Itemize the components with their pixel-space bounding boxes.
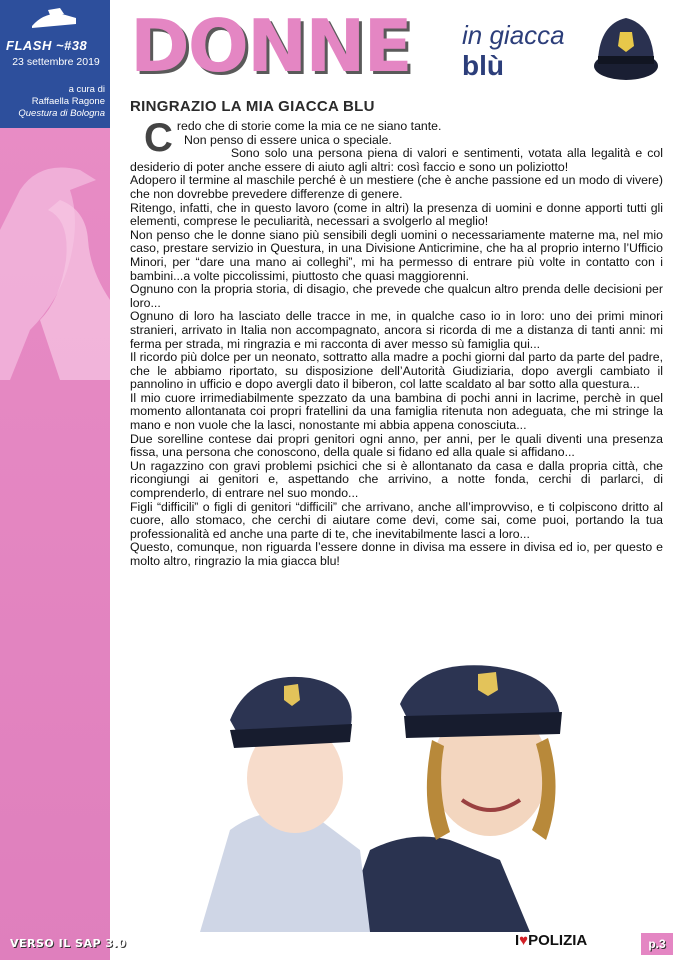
- article-title: RINGRAZIO LA MIA GIACCA BLU: [130, 98, 375, 115]
- brand-prefix: I: [515, 932, 520, 949]
- curated-by: [18, 84, 105, 120]
- curated-label: a cura di: [68, 84, 105, 95]
- article-paragraph: Due sorelline contese dai propri genitori ogni anno, per anni, per le quali diventi una presenza fissa, una persona che conoscono, della quale si fidano ed alla quale si affidano...: [130, 431, 663, 460]
- drop-cap: C: [144, 116, 173, 160]
- article-paragraph: redo che di storie come la mia ce ne siano tante.: [176, 119, 442, 133]
- flash-header-box: [0, 0, 110, 128]
- article-paragraph: Adopero il termine al maschile perché è un mestiere (che è anche passione ed un modo di vivere) che non dovrebbe prevedere differenze di genere.: [130, 173, 663, 201]
- magazine-subtitle: in giacca: [462, 20, 565, 50]
- article-paragraph: Ritengo, infatti, che in questo lavoro (come in altri) la presenza di uomini e donne apporti tutti gli elementi, comprese le peculiarità, necessari a svolgerlo al meglio!: [130, 200, 663, 229]
- police-car-logo-icon: [30, 6, 80, 32]
- magazine-subtitle-accent: blù: [462, 50, 504, 81]
- footer-sap-label: VERSO IL SAP 3.0: [10, 937, 127, 950]
- article-body: [130, 116, 663, 569]
- brand-name: POLIZIA: [528, 932, 588, 949]
- heart-icon: ♥: [519, 932, 529, 949]
- article-paragraph: Ognuno con la propria storia, di disagio, che prevede che qualcun altro prenda delle decisioni per loro...: [130, 282, 663, 310]
- magazine-title: DONNE: [130, 4, 411, 88]
- flash-issue-title: FLASH ~#38: [6, 38, 88, 53]
- officer-and-child-illustration: [200, 660, 630, 932]
- curated-office: Questura di Bologna: [18, 108, 105, 119]
- article-paragraph: Questo, comunque, non riguarda l’essere donne in divisa ma essere in divisa ed io, per questo e molto altro, ringrazio la mia giacca blu!: [130, 540, 663, 568]
- article-paragraph: Ognuno di loro ha lasciato delle tracce in me, in qualche caso io in loro: uno dei primi minori stranieri, arrivato in Italia non accompagnato, ancora si ricorda di me a distanza di tanti anni: mi ferma per strada, mi ringrazia e mi racconta di aver messo sù famiglia qui...: [130, 309, 663, 351]
- article-paragraph: Un ragazzino con gravi problemi psichici che si è allontanato da casa e dalla propria città, che ricongiungi ai genitori e, aspettando che arrivino, a notte fonda, cerchi di parlarci, di comprenderlo, di entrare nel suo mondo...: [130, 458, 663, 501]
- article-paragraph: Figli “difficili” o figli di genitori “difficili” che arrivano, anche all’improvviso, e ti colpiscono dritto al cuore, allo stomaco, che cerchi di aiutare come devi, come sai, come puoi, portando la tua professionalità ed anche una parte di te, che inevitabilmente lasci a loro...: [130, 499, 663, 541]
- curated-author: Raffaella Ragone: [31, 96, 105, 107]
- article-paragraph: Non penso di essere unica o speciale.: [184, 132, 392, 147]
- article-paragraph: Sono solo una persona piena di valori e sentimenti, votata alla legalità e col desiderio di poter anche essere di aiuto agli altri: così faccio e sono un poliziotto!: [130, 146, 663, 174]
- article-paragraph: Il mio cuore irrimediabilmente spezzato da una bambina di pochi anni in lacrime, perchè in quel momento allontanata coi propri fratellini da una famiglia ritenuta non adeguata, che mi stringe la mano e non vuole che la lasci, nonostante mi abbia appena conosciuta...: [130, 390, 663, 433]
- sidebar: [0, 0, 110, 960]
- issue-date: 23 settembre 2019: [12, 56, 100, 68]
- footer-brand: [515, 932, 587, 949]
- article-paragraph: Non penso che le donne siano più sensibili degli uomini o necessariamente materne ma, nel mio caso, prestare servizio in Questura, in una Divisione Anticrimine, che ha al proprio interno l’Ufficio Minori, per “dare una mano ai colleghi”, mi ha permesso di entrare più volte in contatto con i bambini...a volte piccolissimi, piuttosto che quasi maggiorenni.: [130, 227, 663, 283]
- article-paragraph: Il ricordo più dolce per un neonato, sottratto alla madre a pochi giorni dal parto da parte del padre, che le abbiamo riportato, su disposizione dell’Autorità Giudiziaria, dopo avergli cambiato il pannolino in ufficio e dopo avergli dato il biberon, col latte scaldato al bar sotto alla questura...: [130, 350, 663, 392]
- officer-silhouette-icon: [0, 150, 110, 380]
- police-cap-icon: [590, 4, 662, 88]
- page-number: p.3: [641, 933, 673, 955]
